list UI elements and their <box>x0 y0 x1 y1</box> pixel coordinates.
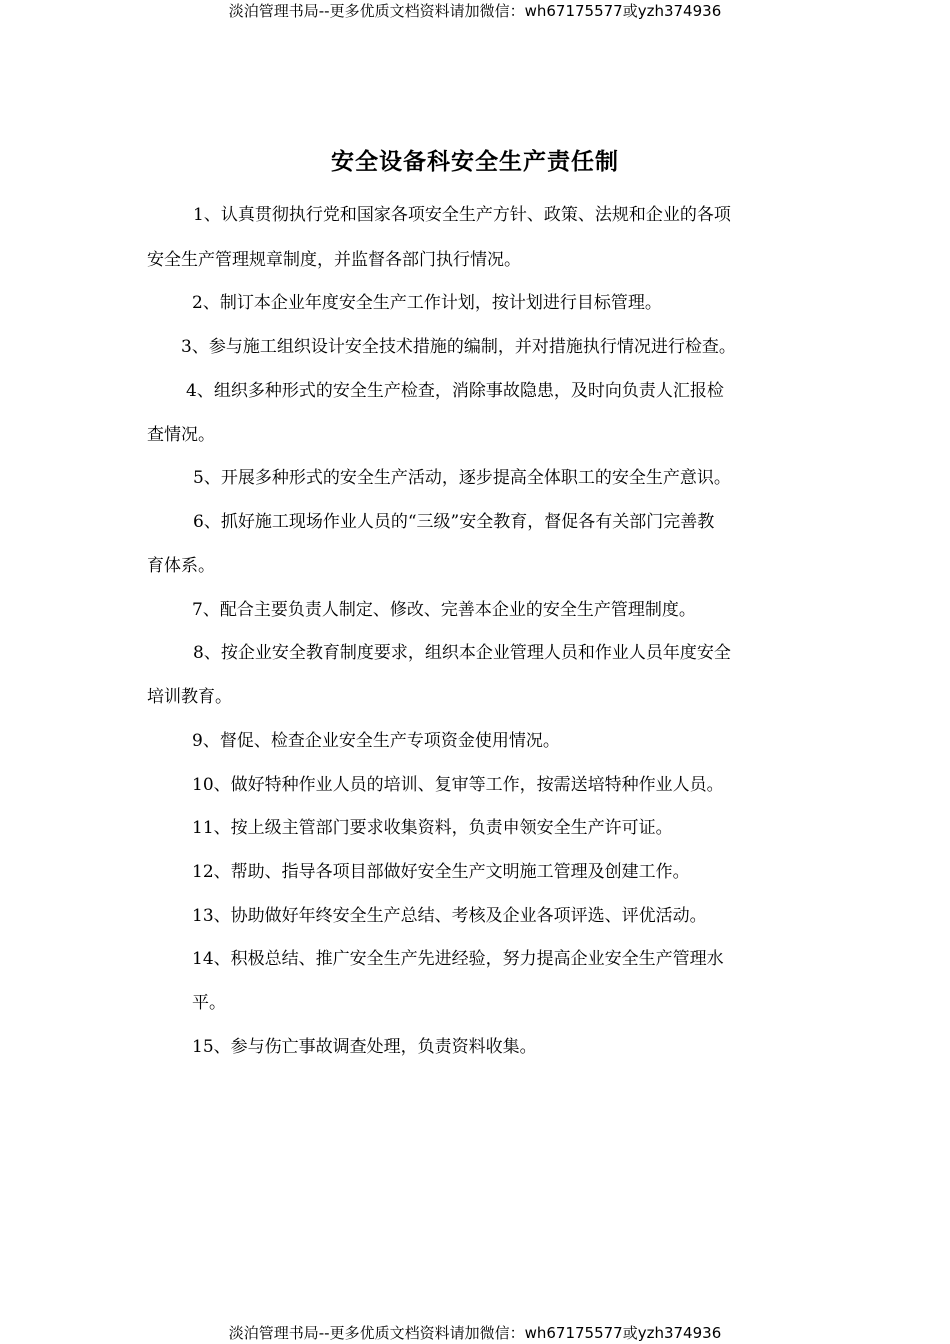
text-line: 9、督促、检查企业安全生产专项资金使用情况。 <box>192 731 560 751</box>
text-line: 3、参与施工组织设计安全技术措施的编制，并对措施执行情况进行检查。 <box>181 337 736 357</box>
text-line: 10、做好特种作业人员的培训、复审等工作，按需送培特种作业人员。 <box>192 775 724 795</box>
text-line: 6、抓好施工现场作业人员的“三级”安全教育，督促各有关部门完善教 <box>193 512 715 532</box>
text-line: 12、帮助、指导各项目部做好安全生产文明施工管理及创建工作。 <box>192 862 690 882</box>
text-line: 安全生产管理规章制度，并监督各部门执行情况。 <box>147 250 521 270</box>
page-footer: 淡泊管理书局--更多优质文档资料请加微信：wh67175577或yzh374936 <box>228 1324 722 1342</box>
text-line: 14、积极总结、推广安全生产先进经验，努力提高企业安全生产管理水 <box>192 949 724 969</box>
text-line: 15、参与伤亡事故调查处理，负责资料收集。 <box>192 1037 537 1057</box>
text-line: 8、按企业安全教育制度要求，组织本企业管理人员和作业人员年度安全 <box>193 643 731 663</box>
text-line: 育体系。 <box>147 556 215 576</box>
text-line: 13、协助做好年终安全生产总结、考核及企业各项评选、评优活动。 <box>192 906 707 926</box>
text-line: 11、按上级主管部门要求收集资料，负责申领安全生产许可证。 <box>192 818 673 838</box>
text-line: 5、开展多种形式的安全生产活动，逐步提高全体职工的安全生产意识。 <box>193 468 731 488</box>
text-line: 1、认真贯彻执行党和国家各项安全生产方针、政策、法规和企业的各项 <box>193 205 731 225</box>
text-line: 平。 <box>192 993 226 1013</box>
text-line: 查情况。 <box>147 425 215 445</box>
document-title: 安全设备科安全生产责任制 <box>331 148 619 175</box>
page-header: 淡泊管理书局--更多优质文档资料请加微信：wh67175577或yzh374936 <box>228 2 722 20</box>
text-line: 4、组织多种形式的安全生产检查，消除事故隐患，及时向负责人汇报检 <box>186 381 724 401</box>
text-line: 2、制订本企业年度安全生产工作计划，按计划进行目标管理。 <box>192 293 662 313</box>
text-line: 培训教育。 <box>147 687 232 707</box>
text-line: 7、配合主要负责人制定、修改、完善本企业的安全生产管理制度。 <box>192 600 696 620</box>
